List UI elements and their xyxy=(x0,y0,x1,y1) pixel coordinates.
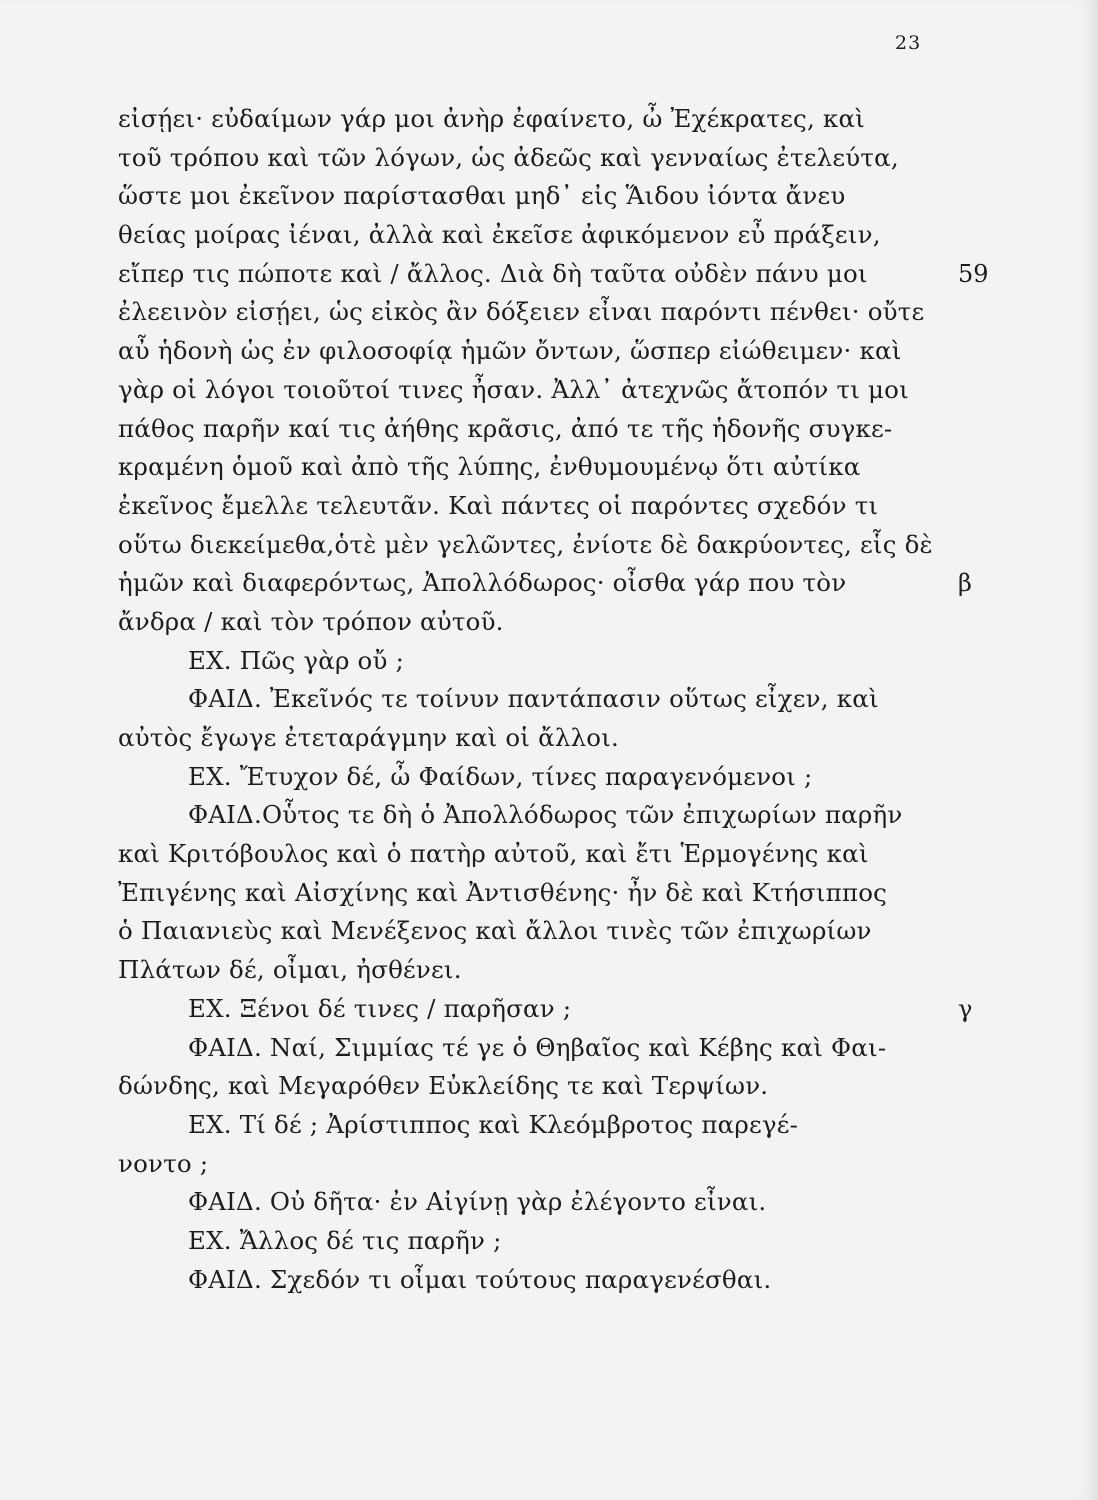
margin-reference-mark: 59 xyxy=(958,259,989,288)
text-line: ΦΑΙΔ.Οὗτος τε δὴ ὁ Ἀπολλόδωρος τῶν ἐπιχωρίων παρῆν xyxy=(188,800,903,830)
text-line: νοντο ; xyxy=(118,1148,209,1178)
text-line: ὥστε μοι ἐκεῖνον παρίστασθαι μηδ᾽ εἰς Ἅιδου ἰόντα ἄνευ xyxy=(118,181,846,211)
text-line: ΕΧ. Ἄλλος δέ τις παρῆν ; xyxy=(188,1225,502,1255)
text-line: εἴπερ τις πώποτε καὶ / ἄλλος. Διὰ δὴ ταῦτα οὐδὲν πάνυ μοι xyxy=(118,258,868,288)
text-line: ὁ Παιανιεὺς καὶ Μενέξενος καὶ ἄλλοι τινὲς τῶν ἐπιχωρίων xyxy=(118,916,872,946)
text-line: πάθος παρῆν καί τις ἀήθης κρᾶσις, ἀπό τε τῆς ἡδονῆς συγκε- xyxy=(118,413,893,443)
text-line: ΦΑΙΔ. Ἐκεῖνός τε τοίνυν παντάπασιν οὕτως εἶχεν, καὶ xyxy=(188,684,879,714)
text-line: ἄνδρα / καὶ τὸν τρόπον αὐτοῦ. xyxy=(118,606,504,636)
text-line: αὖ ἡδονὴ ὡς ἐν φιλοσοφίᾳ ἡμῶν ὄντων, ὥσπερ εἰώθειμεν· καὶ xyxy=(118,336,902,366)
margin-reference-mark: β xyxy=(958,569,972,598)
text-line: καὶ Κριτόβουλος καὶ ὁ πατὴρ αὐτοῦ, καὶ ἔτι Ἑρμογένης καὶ xyxy=(118,839,869,869)
text-line: εἰσῄει· εὐδαίμων γάρ μοι ἀνὴρ ἐφαίνετο, ὦ Ἐχέκρατες, καὶ xyxy=(118,104,865,133)
text-line: Ἐπιγένης καὶ Αἰσχίνης καὶ Ἀντισθένης· ἦν δὲ καὶ Κτήσιππος xyxy=(118,877,888,907)
margin-reference-mark: γ xyxy=(958,995,973,1024)
body-text xyxy=(118,100,938,1299)
text-line: ΕΧ. Πῶς γὰρ οὔ ; xyxy=(188,645,405,675)
text-line: ΕΧ. Ξένοι δέ τινες / παρῆσαν ; xyxy=(188,993,572,1023)
text-line: κραμένη ὁμοῦ καὶ ἀπὸ τῆς λύπης, ἐνθυμουμένῳ ὅτι αὐτίκα xyxy=(118,452,861,482)
text-line: ΦΑΙΔ. Ναί, Σιμμίας τέ γε ὁ Θηβαῖος καὶ Κέβης καὶ Φαι- xyxy=(188,1032,887,1062)
text-line: ΦΑΙΔ. Οὐ δῆτα· ἐν Αἰγίνῃ γὰρ ἐλέγοντο εἶναι. xyxy=(188,1187,767,1217)
page-number: 23 xyxy=(895,32,922,54)
text-line: ἐλεεινὸν εἰσῄει, ὡς εἰκὸς ἂν δόξειεν εἶναι παρόντι πένθει· οὔτε xyxy=(118,297,925,327)
text-line: τοῦ τρόπου καὶ τῶν λόγων, ὡς ἀδεῶς καὶ γενναίως ἐτελεύτα, xyxy=(118,142,899,172)
text-line: ΕΧ. Ἔτυχον δέ, ὦ Φαίδων, τίνες παραγενόμενοι ; xyxy=(188,761,813,791)
text-line: αὐτὸς ἔγωγε ἐτεταράγμην καὶ οἱ ἄλλοι. xyxy=(118,723,620,752)
text-line: ἡμῶν καὶ διαφερόντως, Ἀπολλόδωρος· οἶσθα γάρ που τὸν xyxy=(118,568,847,598)
text-line: οὕτω διεκείμεθα,ὁτὲ μὲν γελῶντες, ἐνίοτε δὲ δακρύοντες, εἷς δὲ xyxy=(118,529,933,559)
text-line: Πλάτων δέ, οἶμαι, ἠσθένει. xyxy=(118,955,462,985)
text-line: θείας μοίρας ἰέναι, ἀλλὰ καὶ ἐκεῖσε ἀφικόμενον εὖ πράξειν, xyxy=(118,220,881,250)
text-line: δώνδης, καὶ Μεγαρόθεν Εὐκλείδης τε καὶ Τερψίων. xyxy=(118,1071,769,1101)
text-line: ἐκεῖνος ἔμελλε τελευτᾶν. Καὶ πάντες οἱ παρόντες σχεδόν τι xyxy=(118,490,879,520)
text-line: ΕΧ. Τί δέ ; Ἀρίστιππος καὶ Κλεόμβροτος παρεγέ- xyxy=(188,1109,799,1139)
text-line: γὰρ οἱ λόγοι τοιοῦτοί τινες ἦσαν. Ἀλλ᾽ ἀτεχνῶς ἄτοπόν τι μοι xyxy=(118,374,909,404)
text-line: ΦΑΙΔ. Σχεδόν τι οἶμαι τούτους παραγενέσθαι. xyxy=(188,1264,772,1294)
